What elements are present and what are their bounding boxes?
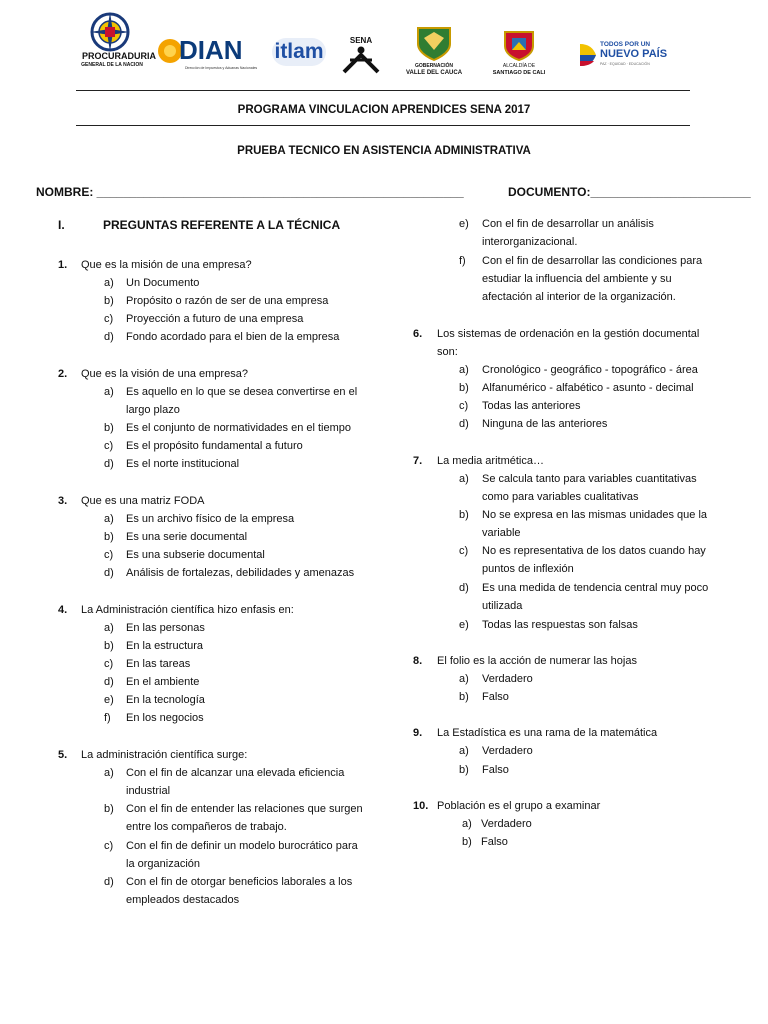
question-number: 4. (58, 604, 68, 616)
option-letter: a) (104, 767, 114, 779)
option-letter: b) (459, 764, 469, 776)
option-letter: b) (104, 422, 114, 434)
option-letter: a) (459, 473, 469, 485)
option-text: En los negocios (126, 712, 204, 724)
option-text: Un Documento (126, 277, 200, 289)
option-text: Todas las anteriores (482, 400, 581, 412)
option-text-cont: interorganizacional. (482, 236, 578, 248)
nombre-field[interactable]: NOMBRE: _______________________________________________________ (36, 185, 464, 199)
dian-logo (157, 35, 258, 72)
procuraduria-logo (81, 10, 156, 72)
option-text: Verdadero (482, 745, 533, 757)
option-letter: d) (104, 458, 114, 470)
option-text: Es un archivo físico de la empresa (126, 513, 295, 525)
option-text: Proyección a futuro de una empresa (126, 313, 304, 325)
option-text: Fondo acordado para el bien de la empresa (126, 331, 340, 343)
option-text: Se calcula tanto para variables cuantitativas (482, 473, 697, 485)
option-text: Todas las respuestas son falsas (482, 619, 638, 631)
option-text-cont: estudiar la influencia del ambiente y su (482, 273, 672, 285)
todos-line3: PAZ · EQUIDAD · EDUCACIÓN (600, 62, 650, 66)
question-number: 1. (58, 259, 68, 271)
option-letter: b) (104, 531, 114, 543)
option-text: Propósito o razón de ser de una empresa (126, 295, 329, 307)
option-text: Es una medida de tendencia central muy poco (482, 582, 709, 594)
cali-shield-icon (503, 30, 535, 62)
option-text-cont: industrial (126, 785, 171, 797)
question-text: La Administración científica hizo enfasis en: (81, 604, 294, 616)
option-text: En el ambiente (126, 676, 200, 688)
option-letter: f) (459, 255, 466, 267)
option-text-cont: puntos de inflexión (482, 563, 574, 575)
todos-logo (578, 40, 678, 72)
question-number: 3. (58, 495, 68, 507)
option-text-cont: variable (482, 527, 521, 539)
option-text-cont: utilizada (482, 600, 523, 612)
option-letter: a) (104, 277, 114, 289)
bottom-rule (76, 125, 690, 126)
option-text: En las personas (126, 622, 205, 634)
option-text: Alfanumérico - alfabético - asunto - decimal (482, 382, 694, 394)
section-title: PREGUNTAS REFERENTE A LA TÉCNICA (103, 218, 341, 232)
option-letter: c) (459, 400, 469, 412)
question-text: Los sistemas de ordenación en la gestión documental (437, 328, 700, 340)
option-text-cont: afectación al interior de la organización. (482, 291, 676, 303)
option-letter: c) (104, 840, 114, 852)
valle-shield-icon (414, 26, 454, 62)
option-text: Ninguna de las anteriores (482, 418, 608, 430)
question-number: 6. (413, 328, 423, 340)
dian-sub: Dirección de Impuestos y Aduanas Nacionales (185, 66, 258, 70)
question-number: 8. (413, 655, 423, 667)
question-number: 7. (413, 455, 423, 467)
alcaldia-logo (486, 30, 552, 78)
option-letter: a) (459, 745, 469, 757)
question-text: Población es el grupo a examinar (437, 800, 601, 812)
option-text: Es aquello en lo que se desea convertirse en el (126, 386, 358, 398)
option-text: Con el fin de entender las relaciones que surgen (126, 803, 363, 815)
option-text: Cronológico - geográfico - topográfico - área (482, 364, 698, 376)
top-rule (76, 90, 690, 91)
section-number: I. (58, 218, 65, 232)
option-text: No se expresa en las mismas unidades que la (482, 509, 708, 521)
option-letter: a) (104, 513, 114, 525)
gobernacion-line2: VALLE DEL CAUCA (405, 70, 463, 76)
option-text: En la estructura (126, 640, 204, 652)
option-letter: d) (459, 582, 469, 594)
option-letter: e) (104, 694, 114, 706)
option-letter: f) (104, 712, 111, 724)
option-letter: d) (104, 876, 114, 888)
sena-figure-icon (340, 46, 382, 74)
option-text: Falso (481, 836, 508, 848)
option-text-cont: la organización (126, 858, 200, 870)
option-text: Es una subserie documental (126, 549, 265, 561)
option-letter: a) (104, 386, 114, 398)
question-text: El folio es la acción de numerar las hojas (437, 655, 637, 667)
itlam-logo (272, 38, 328, 68)
alcaldia-line2: SANTIAGO DE CALI (492, 70, 546, 76)
question-text: La administración científica surge: (81, 749, 248, 761)
option-letter: d) (104, 331, 114, 343)
todos-line1: TODOS POR UN (600, 41, 651, 48)
option-letter: a) (459, 364, 469, 376)
option-letter: d) (104, 676, 114, 688)
question-number: 9. (413, 727, 423, 739)
question-text: La media aritmética… (437, 455, 544, 467)
option-text: Verdadero (481, 818, 532, 830)
todos-line2: NUEVO PAÍS (600, 48, 668, 60)
option-text: Con el fin de definir un modelo burocrático para (126, 840, 358, 852)
gobernacion-logo (404, 26, 464, 78)
sena-logo (340, 36, 382, 74)
option-letter: c) (104, 549, 114, 561)
option-text: Con el fin de desarrollar un análisis (482, 218, 654, 230)
question-number: 2. (58, 368, 68, 380)
option-letter: a) (462, 818, 472, 830)
option-text: Es el norte institucional (126, 458, 240, 470)
option-text-cont: como para variables cualitativas (482, 491, 639, 503)
option-letter: c) (104, 440, 114, 452)
option-letter: b) (459, 691, 469, 703)
question-text: Que es la misión de una empresa? (81, 259, 252, 271)
option-text: En las tareas (126, 658, 191, 670)
alcaldia-line1: ALCALDÍA DE (502, 63, 536, 69)
option-letter: b) (104, 803, 114, 815)
documento-field[interactable]: DOCUMENTO:________________________ (508, 185, 751, 199)
compass-seal-icon (82, 10, 138, 54)
option-letter: b) (462, 836, 472, 848)
procuraduria-sub: GENERAL DE LA NACION (81, 62, 143, 68)
option-text: Falso (482, 764, 509, 776)
option-text: Es el propósito fundamental a futuro (126, 440, 303, 452)
option-letter: b) (459, 382, 469, 394)
question-text: Que es una matriz FODA (81, 495, 205, 507)
option-letter: c) (104, 658, 114, 670)
option-letter: e) (459, 619, 469, 631)
option-letter: b) (459, 509, 469, 521)
option-text: En la tecnología (126, 694, 205, 706)
option-letter: c) (459, 545, 469, 557)
program-title: PROGRAMA VINCULACION APRENDICES SENA 2017 (237, 104, 531, 116)
option-letter: a) (104, 622, 114, 634)
itlam-word: itlam (274, 40, 324, 63)
option-text: Verdadero (482, 673, 533, 685)
question-text: Que es la visión de una empresa? (81, 368, 248, 380)
option-letter: c) (104, 313, 114, 325)
option-letter: b) (104, 295, 114, 307)
question-text-cont: son: (437, 346, 458, 358)
option-text: No es representativa de los datos cuando hay (482, 545, 706, 557)
option-text: Falso (482, 691, 509, 703)
option-letter: d) (459, 418, 469, 430)
procuraduria-name: PROCURADURIA (82, 51, 156, 61)
option-text: Análisis de fortalezas, debilidades y amenazas (126, 567, 355, 579)
option-text: Con el fin de desarrollar las condiciones para (482, 255, 703, 267)
option-text-cont: empleados destacados (126, 894, 240, 906)
option-letter: e) (459, 218, 469, 230)
option-text: Con el fin de alcanzar una elevada eficiencia (126, 767, 345, 779)
question-text: La Estadística es una rama de la matemática (437, 727, 658, 739)
option-letter: d) (104, 567, 114, 579)
question-number: 10. (413, 800, 429, 812)
option-letter: b) (104, 640, 114, 652)
option-letter: a) (459, 673, 469, 685)
gobernacion-line1: GOBERNACIÓN (414, 63, 454, 69)
option-text-cont: largo plazo (126, 404, 180, 416)
question-number: 5. (58, 749, 68, 761)
sena-word: SENA (349, 36, 373, 45)
option-text: Con el fin de otorgar beneficios laborales a los (126, 876, 353, 888)
dian-word: DIAN (179, 35, 243, 65)
option-text: Es una serie documental (126, 531, 248, 543)
option-text: Es el conjunto de normatividades en el tiempo (126, 422, 352, 434)
colombia-flag-icon (578, 42, 598, 68)
test-title: PRUEBA TECNICO EN ASISTENCIA ADMINISTRATIVA (237, 145, 531, 157)
option-text-cont: entre los compañeros de trabajo. (126, 821, 287, 833)
